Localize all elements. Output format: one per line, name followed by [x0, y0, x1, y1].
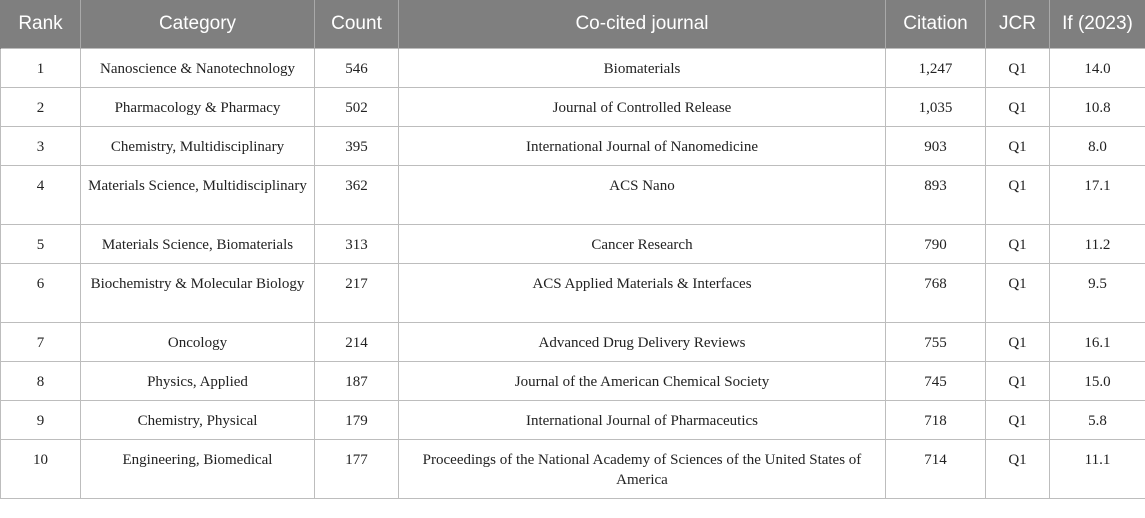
cell-citation: 718 — [886, 400, 986, 439]
table-row — [1, 165, 1145, 224]
cell-rank: 3 — [1, 126, 81, 165]
cell-citation: 714 — [886, 439, 986, 498]
cell-journal: Journal of the American Chemical Society — [399, 361, 886, 400]
cell-jcr: Q1 — [986, 439, 1050, 498]
cell-count: 546 — [315, 48, 399, 87]
header-count: Count — [315, 0, 399, 48]
cell-category: Chemistry, Physical — [81, 400, 315, 439]
cell-if: 14.0 — [1050, 48, 1145, 87]
cell-count: 395 — [315, 126, 399, 165]
cell-journal: Journal of Controlled Release — [399, 87, 886, 126]
table-row — [1, 224, 1145, 263]
cell-jcr: Q1 — [986, 87, 1050, 126]
cell-count: 362 — [315, 165, 399, 224]
cell-jcr: Q1 — [986, 224, 1050, 263]
cell-category: Engineering, Biomedical — [81, 439, 315, 498]
cell-category: Materials Science, Multidisciplinary — [81, 165, 315, 224]
cell-citation: 1,035 — [886, 87, 986, 126]
cell-journal: International Journal of Pharmaceutics — [399, 400, 886, 439]
cell-if: 11.1 — [1050, 439, 1145, 498]
cell-if: 17.1 — [1050, 165, 1145, 224]
cell-rank: 10 — [1, 439, 81, 498]
cell-jcr: Q1 — [986, 322, 1050, 361]
cell-category: Chemistry, Multidisciplinary — [81, 126, 315, 165]
cell-jcr: Q1 — [986, 126, 1050, 165]
cell-citation: 768 — [886, 263, 986, 322]
cell-rank: 5 — [1, 224, 81, 263]
header-category: Category — [81, 0, 315, 48]
cell-count: 502 — [315, 87, 399, 126]
cell-rank: 9 — [1, 400, 81, 439]
cell-count: 214 — [315, 322, 399, 361]
cell-citation: 893 — [886, 165, 986, 224]
cell-journal: ACS Nano — [399, 165, 886, 224]
cell-citation: 790 — [886, 224, 986, 263]
header-row — [1, 0, 1145, 48]
cell-journal: Cancer Research — [399, 224, 886, 263]
cell-rank: 6 — [1, 263, 81, 322]
cell-citation: 1,247 — [886, 48, 986, 87]
cell-count: 313 — [315, 224, 399, 263]
cell-journal: Biomaterials — [399, 48, 886, 87]
cell-if: 10.8 — [1050, 87, 1145, 126]
table-row — [1, 87, 1145, 126]
header-rank: Rank — [1, 0, 81, 48]
cell-jcr: Q1 — [986, 48, 1050, 87]
cell-if: 5.8 — [1050, 400, 1145, 439]
cell-citation: 903 — [886, 126, 986, 165]
cell-jcr: Q1 — [986, 400, 1050, 439]
cell-if: 11.2 — [1050, 224, 1145, 263]
table-row — [1, 48, 1145, 87]
cell-rank: 1 — [1, 48, 81, 87]
cell-rank: 8 — [1, 361, 81, 400]
cell-journal: Proceedings of the National Academy of Sciences of the United States of America — [399, 439, 886, 498]
table-row — [1, 126, 1145, 165]
cell-category: Pharmacology & Pharmacy — [81, 87, 315, 126]
cell-count: 217 — [315, 263, 399, 322]
cell-if: 9.5 — [1050, 263, 1145, 322]
cell-jcr: Q1 — [986, 263, 1050, 322]
cell-count: 187 — [315, 361, 399, 400]
cell-category: Materials Science, Biomaterials — [81, 224, 315, 263]
cell-count: 177 — [315, 439, 399, 498]
cell-citation: 745 — [886, 361, 986, 400]
table-row — [1, 263, 1145, 322]
cell-category: Physics, Applied — [81, 361, 315, 400]
cell-if: 15.0 — [1050, 361, 1145, 400]
cell-category: Oncology — [81, 322, 315, 361]
cell-rank: 4 — [1, 165, 81, 224]
cell-rank: 2 — [1, 87, 81, 126]
cell-journal: International Journal of Nanomedicine — [399, 126, 886, 165]
cell-category: Nanoscience & Nanotechnology — [81, 48, 315, 87]
cell-count: 179 — [315, 400, 399, 439]
cell-journal: ACS Applied Materials & Interfaces — [399, 263, 886, 322]
cell-journal: Advanced Drug Delivery Reviews — [399, 322, 886, 361]
header-co-cited-journal: Co-cited journal — [399, 0, 886, 48]
cell-rank: 7 — [1, 322, 81, 361]
cell-jcr: Q1 — [986, 361, 1050, 400]
cell-if: 16.1 — [1050, 322, 1145, 361]
table-row — [1, 361, 1145, 400]
table-row — [1, 322, 1145, 361]
cell-category: Biochemistry & Molecular Biology — [81, 263, 315, 322]
header-jcr: JCR — [986, 0, 1050, 48]
cell-citation: 755 — [886, 322, 986, 361]
table-row — [1, 400, 1145, 439]
cell-jcr: Q1 — [986, 165, 1050, 224]
table-row — [1, 439, 1145, 498]
header-if-2023: If (2023) — [1050, 0, 1145, 48]
header-citation: Citation — [886, 0, 986, 48]
cell-if: 8.0 — [1050, 126, 1145, 165]
